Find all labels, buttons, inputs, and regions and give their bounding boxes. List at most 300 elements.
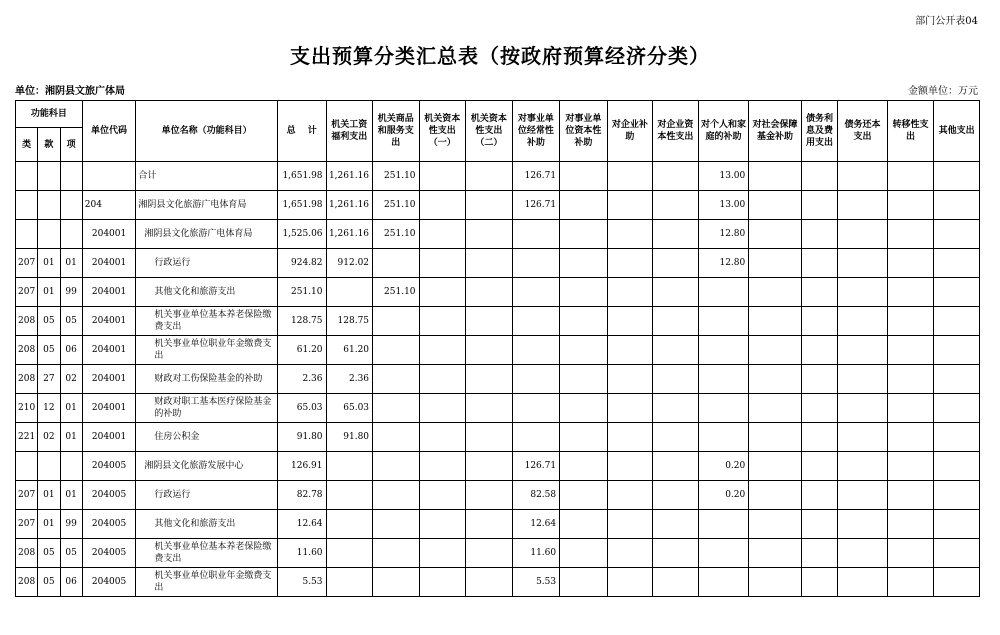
cell-c3 (419, 510, 466, 539)
cell-c11 (801, 394, 837, 423)
cell-c3 (419, 539, 466, 568)
cell-kuan (38, 162, 60, 191)
header-xiang: 项 (60, 128, 82, 162)
cell-c6 (560, 162, 608, 191)
cell-c14 (934, 510, 980, 539)
cell-c8 (653, 423, 699, 452)
table-row (16, 307, 980, 336)
header-c10: 对社会保障基金补助 (749, 101, 802, 162)
cell-total: 1,651.98 (277, 191, 326, 220)
cell-c1 (326, 452, 373, 481)
cell-c8 (653, 336, 699, 365)
cell-c7 (607, 481, 653, 510)
cell-c7 (607, 394, 653, 423)
cell-c10 (749, 394, 802, 423)
cell-c4 (466, 191, 513, 220)
header-c9: 对个人和家庭的补助 (698, 101, 749, 162)
cell-c9 (698, 365, 749, 394)
cell-c14 (934, 394, 980, 423)
cell-c7 (607, 191, 653, 220)
cell-c1 (326, 510, 373, 539)
cell-c2 (373, 510, 420, 539)
cell-xiang (60, 452, 82, 481)
cell-kuan (38, 452, 60, 481)
cell-c7 (607, 220, 653, 249)
header-c2: 机关商品和服务支出 (373, 101, 420, 162)
cell-c9 (698, 307, 749, 336)
cell-total: 2.36 (277, 365, 326, 394)
cell-c11 (801, 278, 837, 307)
cell-c7 (607, 249, 653, 278)
cell-c5: 126.71 (512, 452, 560, 481)
header-unit-code: 单位代码 (82, 101, 136, 162)
cell-c13 (887, 423, 934, 452)
cell-c9: 12.80 (698, 249, 749, 278)
cell-c1: 61.20 (326, 336, 373, 365)
cell-c6 (560, 423, 608, 452)
cell-c6 (560, 539, 608, 568)
cell-c12 (838, 510, 888, 539)
cell-c11 (801, 423, 837, 452)
cell-kuan: 05 (38, 539, 60, 568)
cell-c2: 251.10 (373, 278, 420, 307)
cell-unit-name: 机关事业单位职业年金缴费支出 (136, 568, 278, 597)
cell-c14 (934, 423, 980, 452)
cell-c10 (749, 220, 802, 249)
cell-c5: 126.71 (512, 162, 560, 191)
cell-c13 (887, 568, 934, 597)
cell-c7 (607, 423, 653, 452)
cell-unit-code: 204001 (82, 307, 136, 336)
header-c14: 其他支出 (934, 101, 980, 162)
cell-c13 (887, 481, 934, 510)
cell-c9 (698, 510, 749, 539)
cell-c5: 126.71 (512, 191, 560, 220)
cell-c4 (466, 539, 513, 568)
cell-c6 (560, 249, 608, 278)
header-c6: 对事业单位资本性补助 (560, 101, 608, 162)
cell-c12 (838, 336, 888, 365)
cell-lei: 208 (16, 568, 38, 597)
cell-c10 (749, 510, 802, 539)
cell-unit-name: 机关事业单位基本养老保险缴费支出 (136, 307, 278, 336)
cell-c12 (838, 423, 888, 452)
header-c4: 机关资本性支出（二） (466, 101, 513, 162)
cell-c10 (749, 365, 802, 394)
cell-c9 (698, 394, 749, 423)
cell-total: 82.78 (277, 481, 326, 510)
cell-c12 (838, 162, 888, 191)
cell-c9 (698, 278, 749, 307)
cell-c11 (801, 162, 837, 191)
cell-c7 (607, 568, 653, 597)
cell-c5: 11.60 (512, 539, 560, 568)
cell-c9 (698, 539, 749, 568)
cell-c10 (749, 191, 802, 220)
cell-c10 (749, 249, 802, 278)
header-c11: 债务利息及费用支出 (801, 101, 837, 162)
table-row (16, 394, 980, 423)
cell-c5 (512, 249, 560, 278)
table-row (16, 539, 980, 568)
cell-c9: 12.80 (698, 220, 749, 249)
cell-unit-name: 湘阴县文化旅游广电体育局 (136, 220, 278, 249)
cell-kuan (38, 191, 60, 220)
table-row (16, 481, 980, 510)
cell-c10 (749, 568, 802, 597)
cell-xiang: 02 (60, 365, 82, 394)
table-row (16, 162, 980, 191)
cell-c4 (466, 278, 513, 307)
cell-c8 (653, 394, 699, 423)
cell-total: 91.80 (277, 423, 326, 452)
cell-c4 (466, 336, 513, 365)
cell-c11 (801, 220, 837, 249)
cell-lei: 207 (16, 510, 38, 539)
cell-unit-name: 机关事业单位职业年金缴费支出 (136, 336, 278, 365)
cell-c14 (934, 278, 980, 307)
cell-c4 (466, 307, 513, 336)
table-row (16, 191, 980, 220)
header-lei: 类 (16, 128, 38, 162)
cell-c1: 1,261.16 (326, 220, 373, 249)
cell-unit-name: 其他文化和旅游支出 (136, 278, 278, 307)
cell-c10 (749, 539, 802, 568)
cell-c13 (887, 452, 934, 481)
cell-unit-name: 财政对职工基本医疗保险基金的补助 (136, 394, 278, 423)
cell-total: 61.20 (277, 336, 326, 365)
cell-xiang: 01 (60, 423, 82, 452)
cell-c11 (801, 510, 837, 539)
cell-c6 (560, 220, 608, 249)
cell-c11 (801, 307, 837, 336)
cell-c12 (838, 249, 888, 278)
cell-unit-code: 204001 (82, 365, 136, 394)
table-row (16, 365, 980, 394)
cell-total: 1,651.98 (277, 162, 326, 191)
cell-c8 (653, 568, 699, 597)
cell-kuan: 05 (38, 568, 60, 597)
cell-lei: 208 (16, 539, 38, 568)
cell-lei: 208 (16, 336, 38, 365)
cell-kuan: 02 (38, 423, 60, 452)
cell-c3 (419, 162, 466, 191)
cell-c7 (607, 162, 653, 191)
cell-c4 (466, 162, 513, 191)
cell-lei (16, 162, 38, 191)
cell-xiang (60, 220, 82, 249)
cell-c5 (512, 336, 560, 365)
cell-c5 (512, 307, 560, 336)
form-number: 部门公开表04 (915, 16, 978, 27)
cell-c2 (373, 394, 420, 423)
cell-c4 (466, 220, 513, 249)
cell-c3 (419, 336, 466, 365)
cell-c2 (373, 249, 420, 278)
cell-c14 (934, 336, 980, 365)
cell-c13 (887, 249, 934, 278)
cell-lei (16, 452, 38, 481)
cell-c3 (419, 423, 466, 452)
cell-lei: 207 (16, 278, 38, 307)
table-row (16, 510, 980, 539)
cell-unit-code: 204001 (82, 220, 136, 249)
cell-c12 (838, 191, 888, 220)
cell-c9: 0.20 (698, 481, 749, 510)
cell-kuan: 01 (38, 249, 60, 278)
cell-c8 (653, 539, 699, 568)
cell-unit-name: 湘阴县文化旅游发展中心 (136, 452, 278, 481)
cell-xiang: 99 (60, 510, 82, 539)
cell-c10 (749, 336, 802, 365)
cell-c3 (419, 365, 466, 394)
cell-total: 128.75 (277, 307, 326, 336)
cell-unit-code: 204001 (82, 423, 136, 452)
cell-total: 12.64 (277, 510, 326, 539)
cell-c12 (838, 394, 888, 423)
cell-c6 (560, 191, 608, 220)
cell-c9: 0.20 (698, 452, 749, 481)
cell-c2: 251.10 (373, 162, 420, 191)
cell-c6 (560, 336, 608, 365)
cell-c6 (560, 278, 608, 307)
cell-unit-name: 其他文化和旅游支出 (136, 510, 278, 539)
table-body (16, 162, 980, 597)
cell-c4 (466, 365, 513, 394)
cell-c11 (801, 539, 837, 568)
cell-unit-code: 204005 (82, 452, 136, 481)
table-row (16, 220, 980, 249)
cell-c6 (560, 452, 608, 481)
cell-c2: 251.10 (373, 220, 420, 249)
cell-c2 (373, 452, 420, 481)
cell-lei: 208 (16, 365, 38, 394)
cell-c3 (419, 278, 466, 307)
cell-c4 (466, 481, 513, 510)
cell-c14 (934, 191, 980, 220)
cell-c12 (838, 452, 888, 481)
cell-c10 (749, 307, 802, 336)
cell-c7 (607, 336, 653, 365)
cell-c2 (373, 539, 420, 568)
header-func-subject: 功能科目 (16, 101, 83, 128)
cell-c5 (512, 220, 560, 249)
cell-unit-name: 财政对工伤保险基金的补助 (136, 365, 278, 394)
cell-unit-name: 机关事业单位基本养老保险缴费支出 (136, 539, 278, 568)
cell-unit-code: 204005 (82, 510, 136, 539)
cell-c2 (373, 365, 420, 394)
header-total: 总 计 (277, 101, 326, 162)
cell-c13 (887, 278, 934, 307)
page-title: 支出预算分类汇总表（按政府预算经济分类） (290, 44, 710, 68)
cell-c4 (466, 423, 513, 452)
cell-c3 (419, 307, 466, 336)
cell-c12 (838, 220, 888, 249)
cell-unit-code: 204001 (82, 249, 136, 278)
cell-c6 (560, 568, 608, 597)
header-c1: 机关工资福利支出 (326, 101, 373, 162)
cell-c9 (698, 568, 749, 597)
cell-c8 (653, 452, 699, 481)
cell-c14 (934, 568, 980, 597)
cell-c7 (607, 452, 653, 481)
cell-c1: 128.75 (326, 307, 373, 336)
cell-c11 (801, 481, 837, 510)
cell-c2 (373, 336, 420, 365)
cell-kuan (38, 220, 60, 249)
cell-c4 (466, 568, 513, 597)
cell-c9 (698, 336, 749, 365)
cell-c2 (373, 307, 420, 336)
cell-c3 (419, 249, 466, 278)
cell-c3 (419, 568, 466, 597)
cell-c2: 251.10 (373, 191, 420, 220)
cell-c9 (698, 423, 749, 452)
cell-kuan: 05 (38, 336, 60, 365)
cell-c13 (887, 539, 934, 568)
header-c7: 对企业补助 (607, 101, 653, 162)
cell-c8 (653, 278, 699, 307)
cell-unit-name: 住房公积金 (136, 423, 278, 452)
cell-c14 (934, 249, 980, 278)
cell-c6 (560, 394, 608, 423)
table-row (16, 336, 980, 365)
cell-xiang (60, 191, 82, 220)
cell-c1: 2.36 (326, 365, 373, 394)
cell-c3 (419, 220, 466, 249)
cell-unit-code: 204 (82, 191, 136, 220)
cell-c1 (326, 481, 373, 510)
cell-kuan: 01 (38, 510, 60, 539)
header-c8: 对企业资本性支出 (653, 101, 699, 162)
cell-xiang: 05 (60, 539, 82, 568)
cell-kuan: 27 (38, 365, 60, 394)
cell-c8 (653, 220, 699, 249)
cell-c14 (934, 481, 980, 510)
cell-c1 (326, 568, 373, 597)
cell-c2 (373, 568, 420, 597)
cell-c12 (838, 481, 888, 510)
cell-c8 (653, 162, 699, 191)
cell-kuan: 12 (38, 394, 60, 423)
cell-lei (16, 191, 38, 220)
cell-kuan: 05 (38, 307, 60, 336)
cell-c10 (749, 162, 802, 191)
cell-c8 (653, 510, 699, 539)
cell-c11 (801, 452, 837, 481)
header-c3: 机关资本性支出（一） (419, 101, 466, 162)
table-row (16, 452, 980, 481)
cell-xiang (60, 162, 82, 191)
cell-c1: 912.02 (326, 249, 373, 278)
cell-c5 (512, 278, 560, 307)
cell-c14 (934, 539, 980, 568)
cell-c1: 65.03 (326, 394, 373, 423)
cell-c7 (607, 307, 653, 336)
cell-unit-name: 行政运行 (136, 481, 278, 510)
cell-c13 (887, 220, 934, 249)
table-row (16, 423, 980, 452)
cell-c11 (801, 191, 837, 220)
cell-xiang: 01 (60, 249, 82, 278)
cell-c12 (838, 307, 888, 336)
cell-unit-name: 合计 (136, 162, 278, 191)
table-row (16, 568, 980, 597)
cell-c13 (887, 162, 934, 191)
cell-total: 65.03 (277, 394, 326, 423)
cell-c9: 13.00 (698, 191, 749, 220)
cell-lei: 208 (16, 307, 38, 336)
cell-xiang: 01 (60, 394, 82, 423)
cell-c14 (934, 162, 980, 191)
header-kuan: 款 (38, 128, 60, 162)
cell-c12 (838, 278, 888, 307)
cell-c5: 82.58 (512, 481, 560, 510)
cell-total: 1,525.06 (277, 220, 326, 249)
cell-lei: 207 (16, 481, 38, 510)
cell-c14 (934, 365, 980, 394)
cell-kuan: 01 (38, 278, 60, 307)
cell-total: 126.91 (277, 452, 326, 481)
cell-unit-code: 204001 (82, 336, 136, 365)
header-c13: 转移性支出 (887, 101, 934, 162)
cell-xiang: 99 (60, 278, 82, 307)
cell-c6 (560, 365, 608, 394)
cell-unit-name: 湘阴县文化旅游广电体育局 (136, 191, 278, 220)
cell-c5 (512, 394, 560, 423)
cell-c1: 1,261.16 (326, 191, 373, 220)
cell-c5 (512, 365, 560, 394)
cell-total: 924.82 (277, 249, 326, 278)
cell-c8 (653, 365, 699, 394)
cell-c13 (887, 336, 934, 365)
cell-c7 (607, 539, 653, 568)
cell-c8 (653, 307, 699, 336)
cell-c2 (373, 423, 420, 452)
cell-c2 (373, 481, 420, 510)
cell-c5: 5.53 (512, 568, 560, 597)
header-unit-name: 单位名称（功能科目） (136, 101, 278, 162)
cell-c3 (419, 191, 466, 220)
cell-c5: 12.64 (512, 510, 560, 539)
cell-unit-code: 204001 (82, 394, 136, 423)
cell-c3 (419, 452, 466, 481)
header-c5: 对事业单位经常性补助 (512, 101, 560, 162)
header-c12: 债务还本支出 (838, 101, 888, 162)
cell-lei: 210 (16, 394, 38, 423)
amount-unit-label: 金额单位：万元 (908, 86, 978, 97)
cell-c13 (887, 365, 934, 394)
cell-c8 (653, 249, 699, 278)
cell-lei: 221 (16, 423, 38, 452)
cell-xiang: 06 (60, 568, 82, 597)
cell-c5 (512, 423, 560, 452)
cell-c4 (466, 249, 513, 278)
cell-c10 (749, 278, 802, 307)
cell-c8 (653, 481, 699, 510)
cell-kuan: 01 (38, 481, 60, 510)
cell-c1: 1,261.16 (326, 162, 373, 191)
cell-c13 (887, 191, 934, 220)
cell-total: 5.53 (277, 568, 326, 597)
table-row (16, 249, 980, 278)
cell-c1 (326, 539, 373, 568)
cell-c10 (749, 481, 802, 510)
cell-c4 (466, 452, 513, 481)
cell-unit-code: 204005 (82, 568, 136, 597)
cell-lei (16, 220, 38, 249)
cell-c13 (887, 510, 934, 539)
